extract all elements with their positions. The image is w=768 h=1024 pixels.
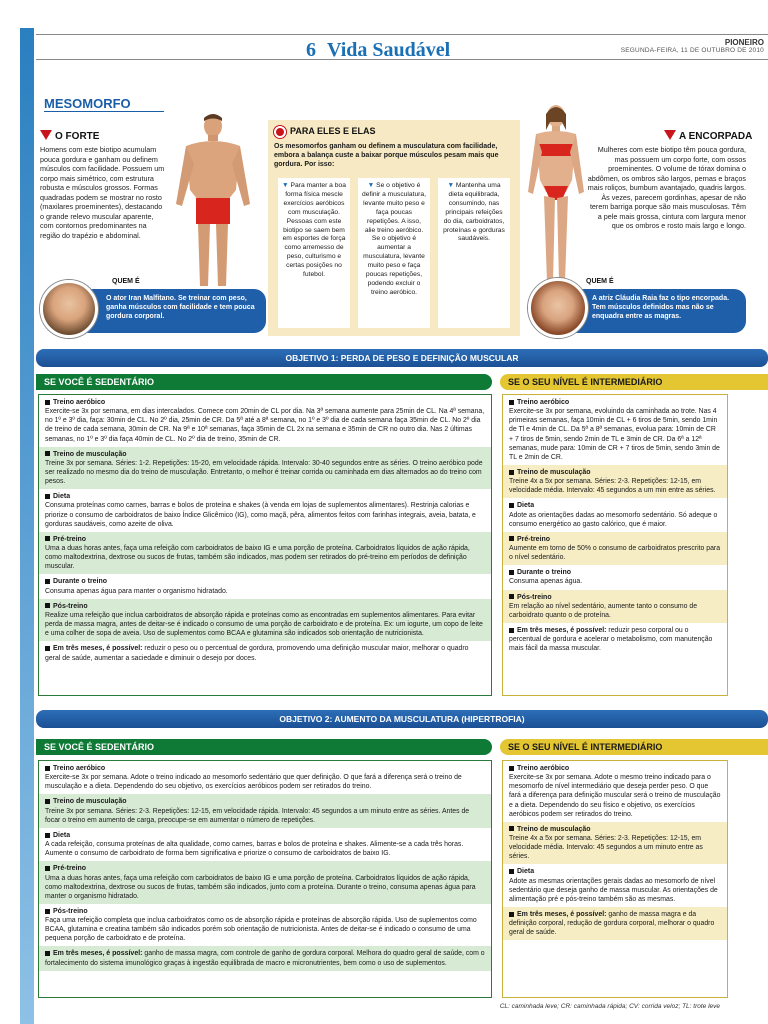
block-text: reduzir peso corporal ou o percentual de gordura e acelerar o metabolismo, com manutenção mais fácil da massa muscular. bbox=[509, 627, 713, 653]
center-heading: PARA ELES E ELAS bbox=[290, 126, 376, 136]
bullet-square-icon bbox=[509, 869, 514, 874]
block-text: Aumente em torno de 50% o consumo de carboidratos prescrito para o nível sedentário. bbox=[509, 545, 721, 562]
block-text: A cada refeição, consuma proteínas de alta qualidade, como carnes, barras e bolos de proteína e shakes. Alimente-se a cada três horas. Aumente o consumo de carboidrato de forma bem significativa e priorize o consumo de carboidratos de baixo IG. bbox=[45, 841, 464, 858]
bullet-square-icon bbox=[45, 799, 50, 804]
left-quem-bubble: O ator Iran Malfitano. Se treinar com peso, ganha músculos com facilidade e tem pouca gordura corporal. bbox=[54, 289, 266, 333]
block-heading: Em três meses, é possível: bbox=[53, 950, 143, 958]
bullet-square-icon bbox=[45, 579, 50, 584]
block-text: Adote as mesmas orientações gerais dadas ao mesomorfo de nível sedentário que deseja ganho de massa muscular. As orientações de alimentação pré e pós-treino também são as mesmas. bbox=[509, 877, 718, 903]
left-heading: O FORTE bbox=[40, 125, 180, 145]
blue-triangle-icon: ▼ bbox=[367, 182, 375, 189]
training-block bbox=[39, 489, 491, 532]
bullet-square-icon bbox=[509, 536, 514, 541]
right-heading: A ENCORPADA bbox=[664, 125, 768, 145]
block-text: reduzir o peso ou o percentual de gordura, promovendo uma definição muscular maior, melhorar o quadro geral de saúde, aumentar a saciedade e diminuir o desejo por doces. bbox=[45, 645, 469, 662]
training-block bbox=[503, 498, 727, 531]
training-block bbox=[503, 822, 727, 865]
bullet-square-icon bbox=[45, 494, 50, 499]
block-text: Treine 3x por semana. Séries: 1-2. Repetições: 15-20, em velocidade rápida. Intervalo: 30-40 segundos entre as séries. O treino aeróbico pode ser realizado no mesmo dia do treino de musculação. Entretanto, o melhor é treinar corrida ou caminhada em dias alternados ao do treino com pesos. bbox=[45, 459, 483, 486]
block-heading: Dieta bbox=[53, 831, 71, 839]
training-block bbox=[39, 861, 491, 904]
block-heading: Treino de musculação bbox=[517, 825, 591, 833]
title-underline bbox=[44, 111, 164, 112]
left-text: Homens com este biotipo acumulam pouca gordura e ganham ou definem músculos com facilidade. Possuem um corpo mais simétrico, com estrutura robusta e músculos grossos. Formas quadradas podem se mostrar no rosto (maxilares proeminentes), destacando o grande relevo muscular aparente, com contornos predominantes na região do trapézio e abdominal. bbox=[40, 145, 165, 240]
blue-triangle-icon: ▼ bbox=[447, 182, 455, 189]
newspaper-name: PIONEIRO bbox=[724, 38, 764, 47]
training-block bbox=[503, 532, 727, 565]
training-block bbox=[503, 623, 727, 656]
training-block bbox=[503, 565, 727, 589]
block-text: Treine 4x a 5x por semana. Séries: 2-3. Repetições: 12-15, em velocidade média. Intervalo: 45 segundos a um minuto entre as séries. bbox=[509, 835, 703, 861]
center-info-box bbox=[268, 120, 520, 336]
block-text: Consuma apenas água para manter o organismo hidratado. bbox=[45, 587, 228, 595]
center-col-1: ▼ Para manter a boa forma física mescle exercícios aeróbicos com musculação. Pessoas com este biotipo se saem bem em esportes de força como arremesso de peso, culturismo e certas posições no futebol. bbox=[278, 178, 350, 328]
training-block bbox=[503, 907, 727, 940]
block-heading: Em três meses, é possível: bbox=[53, 645, 143, 653]
male-figure-illustration bbox=[172, 108, 254, 294]
bullet-square-icon bbox=[509, 912, 514, 917]
block-text: Faça uma refeição completa que inclua carboidratos como os de absorção rápida e proteínas de absorção rápida. Uso de suplementos como BCAA, glutamina e creatina também são indicados porém sob orientação de nutricionista. Antes de deitar-se é indicado o consumo de uma pequena porção de carboidrato e de proteína. bbox=[45, 917, 477, 943]
obj2-sedentary-box bbox=[38, 760, 492, 998]
block-heading: Pré-treino bbox=[53, 535, 87, 543]
abbreviation-legend: CL: caminhada leve; CR: caminhada rápida; CV: corrida veloz; TL: trote leve bbox=[499, 1003, 720, 1010]
block-heading: Dieta bbox=[53, 493, 71, 501]
block-heading: Durante o treino bbox=[53, 578, 108, 586]
training-block bbox=[503, 465, 727, 498]
block-text: ganho de massa magra e da definição corporal, redução de gordura corporal, melhorar o quadro geral de saúde. bbox=[509, 910, 715, 937]
obj1-intermediate-header: SE O SEU NÍVEL É INTERMEDIÁRIO bbox=[500, 374, 768, 390]
bullet-square-icon bbox=[45, 951, 50, 956]
block-heading: Pré-treino bbox=[53, 865, 87, 873]
bullet-square-icon bbox=[509, 826, 514, 831]
page-number: 6 bbox=[306, 39, 316, 61]
right-text: Mulheres com este biotipo têm pouca gordura, mas possuem um corpo forte, com ossos proeminentes. O volume de tórax domina o abdômen, os ombros são largos, pernas e braços mais roliços, bumbum avantajado, quadris largos. Às vezes, parecem gordinhas, apesar de não terem barriga porque são mais musculosas. Têm a pele mais grossa, cintura com largura menor que os ombros e rosto mais largo e longo. bbox=[587, 145, 746, 230]
training-block bbox=[39, 599, 491, 642]
block-text: Exercite-se 3x por semana. Adote o treino indicado ao mesomorfo sedentário que quer definição. O que fará a diferença será o treino de musculação e a dieta. Dependendo do seu objetivo, os exercícios aeróbicos podem ser retirados do treino. bbox=[45, 774, 462, 791]
bullet-square-icon bbox=[45, 646, 50, 651]
right-quem-label: QUEM É bbox=[586, 278, 614, 285]
block-heading: Pós-treino bbox=[517, 593, 552, 601]
training-block bbox=[39, 761, 491, 794]
block-text: Exercite-se 3x por semana. Adote o mesmo treino indicado para o mesomorfo de nível intermediário que deseja perder peso. O que fará a diferença para definição muscular será o treino de musculação e a dieta. Dependendo do seu físico e objetivo, os exercícios aeróbicos podem ser retirados do treino. bbox=[509, 774, 721, 818]
bullet-square-icon bbox=[509, 766, 514, 771]
block-heading: Em três meses, é possível: bbox=[517, 627, 607, 635]
objective-2-bar: OBJETIVO 2: AUMENTO DA MUSCULATURA (HIPERTROFIA) bbox=[36, 710, 768, 728]
red-triangle-icon bbox=[40, 130, 52, 140]
training-block bbox=[39, 794, 491, 827]
actor-photo bbox=[40, 280, 98, 338]
bullet-square-icon bbox=[509, 628, 514, 633]
block-heading: Durante o treino bbox=[517, 569, 572, 577]
block-heading: Pós-treino bbox=[53, 907, 88, 915]
obj1-sedentary-header: SE VOCÊ É SEDENTÁRIO bbox=[36, 374, 492, 390]
block-heading: Treino aeróbico bbox=[53, 765, 106, 772]
training-block bbox=[39, 828, 491, 861]
block-text: Realize uma refeição que inclua carboidratos de absorção rápida e proteínas como as encontradas em suplementos alimentares. Para evitar perda de massa magra, antes de deitar-se é indicado o consumo de uma porção de carboidrato e de proteína. Ex: um iogurte, um copo de leite e uma colher de sopa de aveia. Uso de suplementos como BCAA e glutamina são indicados sob orientação de nutricionista. bbox=[45, 611, 483, 638]
training-block bbox=[503, 590, 727, 623]
issue-date: SEGUNDA-FEIRA, 11 DE OUTUBRO DE 2010 bbox=[620, 47, 764, 54]
block-text: Adote as orientações dadas ao mesomorfo sedentário. Só adeque o consumo energético ao gasto calórico, que é maior. bbox=[509, 511, 718, 528]
obj2-intermediate-box bbox=[502, 760, 728, 998]
bullet-square-icon bbox=[45, 866, 50, 871]
obj2-sedentary-header: SE VOCÊ É SEDENTÁRIO bbox=[36, 739, 492, 755]
block-heading: Treino aeróbico bbox=[517, 765, 570, 772]
training-block bbox=[39, 447, 491, 490]
center-col-2: ▼ Se o objetivo é definir a musculatura, levante muito peso e faça poucas repetições. A isso, alie treino aeróbico. Se o objetivo é aumentar a musculatura, levante muito peso e faça poucas repetições, podendo excluir o treino aeróbico. bbox=[358, 178, 430, 328]
block-text: Uma a duas horas antes, faça uma refeição com carboidratos de baixo IG e uma porção de proteína. Carboidratos líquidos de ação rápida, como maltodextrina, dextrose ou sucos de frutas, também são indicados, junto com a proteína. Durante o treino, consuma apenas água para manter o organismo hidratado. bbox=[45, 874, 476, 900]
target-icon bbox=[274, 126, 286, 138]
block-heading: Dieta bbox=[517, 502, 535, 510]
section-title: Vida Saudável bbox=[327, 39, 451, 61]
training-block bbox=[39, 946, 491, 970]
block-heading: Treino de musculação bbox=[517, 468, 591, 476]
article-title: MESOMORFO bbox=[44, 96, 131, 111]
block-heading: Treino aeróbico bbox=[53, 399, 106, 406]
center-col-3: ▼ Mantenha uma dieta equilibrada, consumindo, nas principais refeições do dia, carboidratos, proteínas e gorduras saudáveis. bbox=[438, 178, 510, 328]
block-text: Consuma apenas água. bbox=[509, 578, 583, 586]
section-color-bar bbox=[20, 28, 34, 1024]
obj2-intermediate-header: SE O SEU NÍVEL É INTERMEDIÁRIO bbox=[500, 739, 768, 755]
female-figure-illustration bbox=[520, 100, 592, 290]
block-heading: Pré-treino bbox=[517, 535, 551, 543]
bullet-square-icon bbox=[45, 400, 50, 405]
training-block bbox=[39, 574, 491, 598]
actress-photo bbox=[528, 278, 588, 338]
red-triangle-icon bbox=[664, 130, 676, 140]
block-heading: Treino aeróbico bbox=[517, 399, 570, 406]
center-intro: Os mesomorfos ganham ou definem a musculatura com facilidade, embora a balança custe a baixar porque músculos pesam mais que gordura. Por isso: bbox=[274, 143, 499, 169]
block-text: Exercite-se 3x por semana, em dias intercalados. Comece com 20min de CL por dia. Na 3ª semana aumente para 25min de CL. Na 4ª semana, no 1º e 3º dia, faça: 30min de CL. No 2º dia, 25min de CR. Da 5ª até a 8ª semana, no 1º e 3º dia de cada semana faça 35min de CL. No 2º dia de treino de cada semana, 30min de CR. Na 9ª e 10ª semanas, faça 35min de CL 2x na semana e 35min de CR no outro dia. Nas 2 últimas semanas, no 1º e 3º dia faça 40min de CL. No 2º dia de treino, 35min de CR. bbox=[45, 408, 485, 443]
right-quem-bubble: A atriz Cláudia Raia faz o tipo encorpada. Tem músculos definidos mas não se enquadra entre as magras. bbox=[540, 289, 746, 333]
block-heading: Dieta bbox=[517, 868, 535, 876]
objective-1-bar: OBJETIVO 1: PERDA DE PESO E DEFINIÇÃO MUSCULAR bbox=[36, 349, 768, 367]
bullet-square-icon bbox=[45, 909, 50, 914]
training-block bbox=[39, 532, 491, 575]
left-quem-label: QUEM É bbox=[112, 278, 140, 285]
block-text: Treine 4x a 5x por semana. Séries: 2-3. Repetições: 12-15, em velocidade média. Intervalo: 45 segundos a um min entre as séries. bbox=[509, 478, 716, 495]
block-text: Exercite-se 3x por semana, evoluindo da caminhada ao trote. Nas 4 primeiras semanas, faça 10min de CL + 6 tiros de 5min, sendo 1min de Tl e 4min de CL. Da 5ª a 8ª semanas, evolua para: 10min de CR + 7 tiros de 5min, sendo 2min de TL e 3min de CR. Da 6ª a 12ª semanas, mude para: 10min de CR + 7 tiros de 5min, sendo 3min de TL e 2min de CR. bbox=[509, 408, 720, 461]
blue-triangle-icon: ▼ bbox=[282, 182, 289, 189]
bullet-square-icon bbox=[509, 400, 514, 405]
block-text: Uma a duas horas antes, faça uma refeição com carboidratos de baixo IG e uma porção de proteína. Carboidratos líquidos de ação rápida, como maltodextrina, dextrose ou sucos de frutas, também são indicados, mas podem ser retirados do pré-treino em períodos de definição muscular. bbox=[45, 545, 470, 571]
block-text: Consuma proteínas como carnes, barras e bolos de proteína e shakes (à venda em lojas de suplementos alimentares). Restrinja calorias e priorize o consumo de carboidratos de baixo Índice Glicêmico (IG), como maçã, pêra, alimentos feitos com farinhas integrais, aveia, batata, e gorduras saudáveis, como azeite de oliva. bbox=[45, 502, 476, 528]
training-block bbox=[39, 395, 491, 447]
bullet-square-icon bbox=[509, 570, 514, 575]
obj1-sedentary-box bbox=[38, 394, 492, 696]
block-heading: Treino de musculação bbox=[53, 798, 127, 806]
training-block bbox=[39, 904, 491, 947]
block-heading: Treino de musculação bbox=[53, 450, 127, 458]
bullet-square-icon bbox=[45, 766, 50, 771]
block-text: Treine 3x por semana. Séries: 2-3. Repetições: 12-15, em velocidade rápida. Intervalo: 45 segundos a um minuto entre as séries. Antes de focar o treino em aumento de carga, preocupe-se em aumentar o número de repetições. bbox=[45, 807, 470, 824]
training-block bbox=[39, 641, 491, 665]
bullet-square-icon bbox=[45, 536, 50, 541]
block-text: Em relação ao nível sedentário, aumente tanto o consumo de carboidrato quanto o de proteína. bbox=[509, 602, 698, 619]
bullet-square-icon bbox=[45, 833, 50, 838]
bullet-square-icon bbox=[509, 594, 514, 599]
bullet-square-icon bbox=[45, 603, 50, 608]
block-heading: Pós-treino bbox=[53, 602, 88, 610]
block-text: ganho de massa magra, com controle de ganho de gordura corporal. Melhora do quadro geral de saúde, com o fortalecimento do sistema imunológico graças à ingestão equilibrada de macro e micronutrientes, bem como o uso de suplementos. bbox=[45, 950, 485, 967]
bullet-square-icon bbox=[509, 503, 514, 508]
training-block bbox=[503, 395, 727, 465]
training-block bbox=[503, 864, 727, 907]
obj1-intermediate-box bbox=[502, 394, 728, 696]
training-block bbox=[503, 761, 727, 822]
bullet-square-icon bbox=[509, 470, 514, 475]
block-heading: Em três meses, é possível: bbox=[517, 910, 607, 918]
bullet-square-icon bbox=[45, 451, 50, 456]
